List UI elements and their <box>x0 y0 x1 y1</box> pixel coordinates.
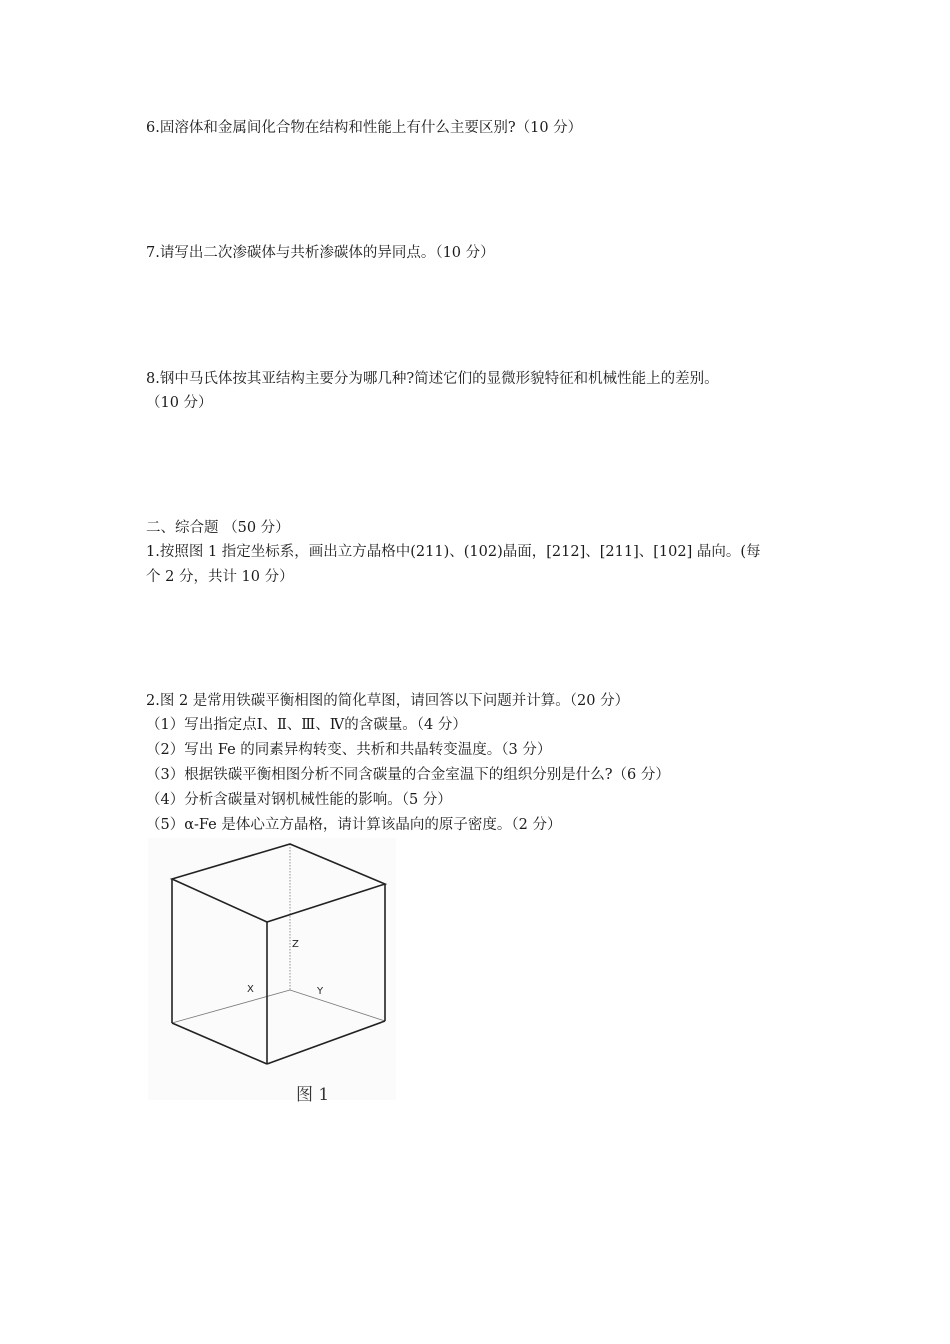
section2-heading: 二、综合题 （50 分） <box>146 520 290 536</box>
section2-q2-sub1: （1）写出指定点Ⅰ、Ⅱ、Ⅲ、Ⅳ的含碳量。（4 分） <box>146 717 467 733</box>
question-7: 7.请写出二次渗碳体与共析渗碳体的异同点。（10 分） <box>146 245 495 261</box>
section2-q1-line1: 1.按照图 1 指定坐标系，画出立方晶格中(211)、(102)晶面，[212]、[211]、[102] 晶向。(每 <box>146 544 761 560</box>
question-8-line1: 8.钢中马氏体按其亚结构主要分为哪几种?简述它们的显微形貌特征和机械性能上的差别。 <box>146 371 719 387</box>
axis-x-label: X <box>247 984 254 995</box>
question-6: 6.固溶体和金属间化合物在结构和性能上有什么主要区别?（10 分） <box>146 120 583 136</box>
section2-q2-intro: 2.图 2 是常用铁碳平衡相图的简化草图，请回答以下问题并计算。（20 分） <box>146 693 630 709</box>
axis-z-label: Z <box>292 939 299 950</box>
question-8-line2: （10 分） <box>146 395 213 411</box>
section2-q2-sub5: （5）α-Fe 是体心立方晶格，请计算该晶向的原子密度。（2 分） <box>146 817 562 833</box>
axis-y-label: Y <box>317 986 324 997</box>
section2-q2-sub4: （4）分析含碳量对钢机械性能的影响。（5 分） <box>146 792 452 808</box>
figure1-caption: 图 1 <box>296 1085 330 1105</box>
section2-q2-sub2: （2）写出 Fe 的同素异构转变、共析和共晶转变温度。（3 分） <box>146 742 552 758</box>
section2-q2-sub3: （3）根据铁碳平衡相图分析不同含碳量的合金室温下的组织分别是什么?（6 分） <box>146 767 670 783</box>
cube-diagram <box>148 838 396 1100</box>
figure1-cube <box>148 838 396 1100</box>
section2-q1-line2: 个 2 分，共计 10 分） <box>146 569 294 585</box>
